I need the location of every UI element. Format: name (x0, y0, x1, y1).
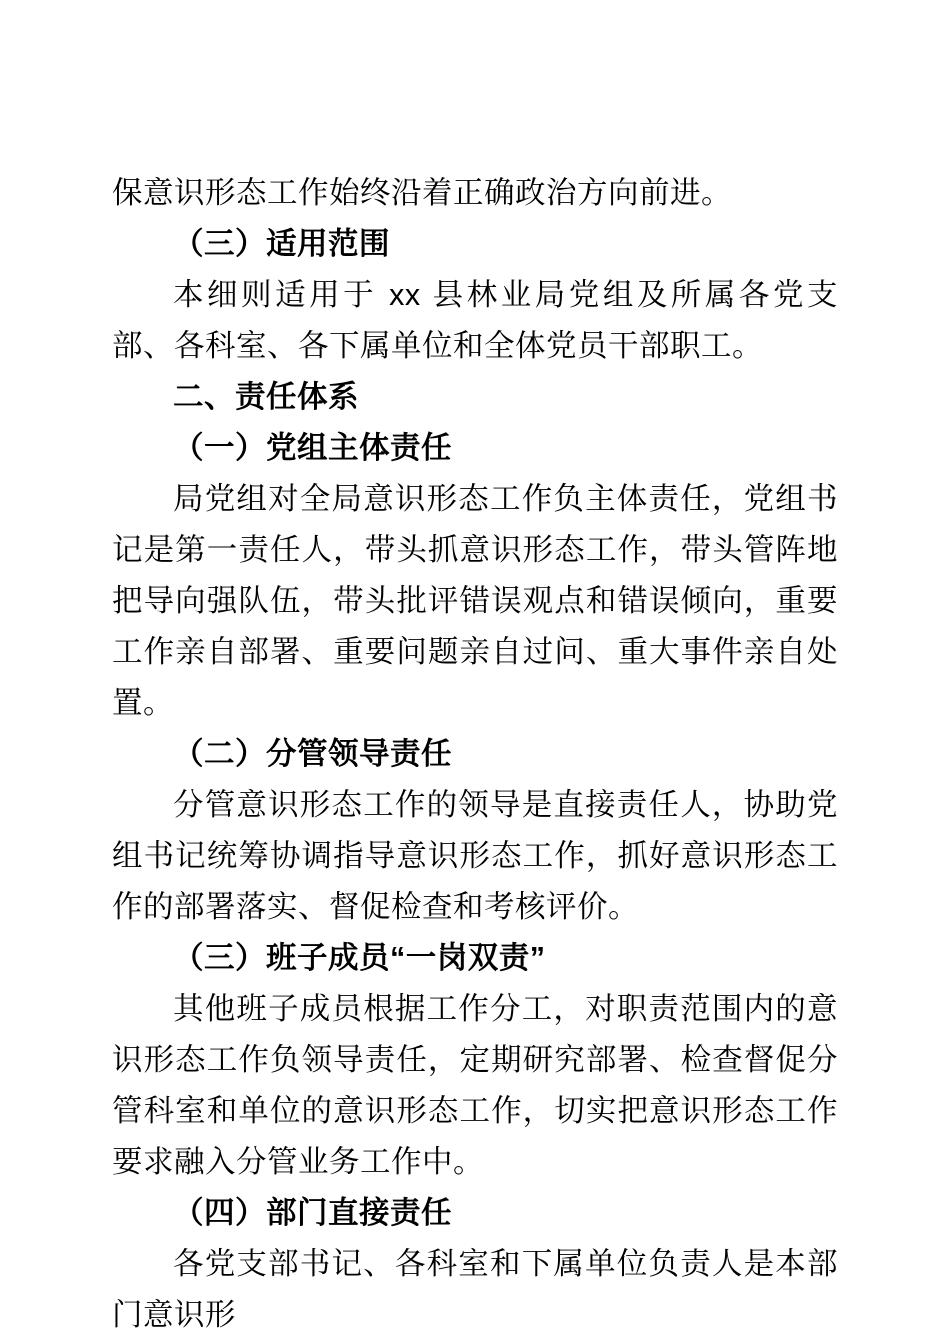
section-heading-leader-duty: （二）分管领导责任 (173, 737, 452, 771)
paragraph-party-group-duty: 局党组对全局意识形态工作负主体责任，党组书记是第一责任人，带头抓意识形态工作，带头管阵地把导向强队伍，带头批评错误观点和错误倾向，重要工作亲自部署、重要问题亲自过问、重大事件亲自处置。 (112, 482, 838, 720)
paragraph-member-duty: 其他班子成员根据工作分工，对职责范围内的意识形态工作负领导责任，定期研究部署、检查督促分管科室和单位的意识形态工作，切实把意识形态工作要求融入分管业务工作中。 (112, 992, 838, 1179)
paragraph-scope: 本细则适用于 xx 县林业局党组及所属各党支部、各科室、各下属单位和全体党员干部职工。 (112, 278, 838, 363)
paragraph-leader-duty: 分管意识形态工作的领导是直接责任人，协助党组书记统筹协调指导意识形态工作，抓好意识形态工作的部署落实、督促检查和考核评价。 (112, 788, 838, 924)
section-heading-responsibility-system: 二、责任体系 (173, 380, 359, 414)
section-heading-member-duty: （三）班子成员“一岗双责” (173, 941, 546, 975)
section-heading-department-duty: （四）部门直接责任 (173, 1196, 452, 1230)
paragraph-continuation: 保意识形态工作始终沿着正确政治方向前进。 (112, 176, 732, 210)
paragraph-department-duty: 各党支部书记、各科室和下属单位负责人是本部门意识形 (112, 1247, 838, 1332)
section-heading-party-group-duty: （一）党组主体责任 (173, 431, 452, 465)
section-heading-scope: （三）适用范围 (173, 227, 390, 261)
document-body (112, 168, 838, 1341)
